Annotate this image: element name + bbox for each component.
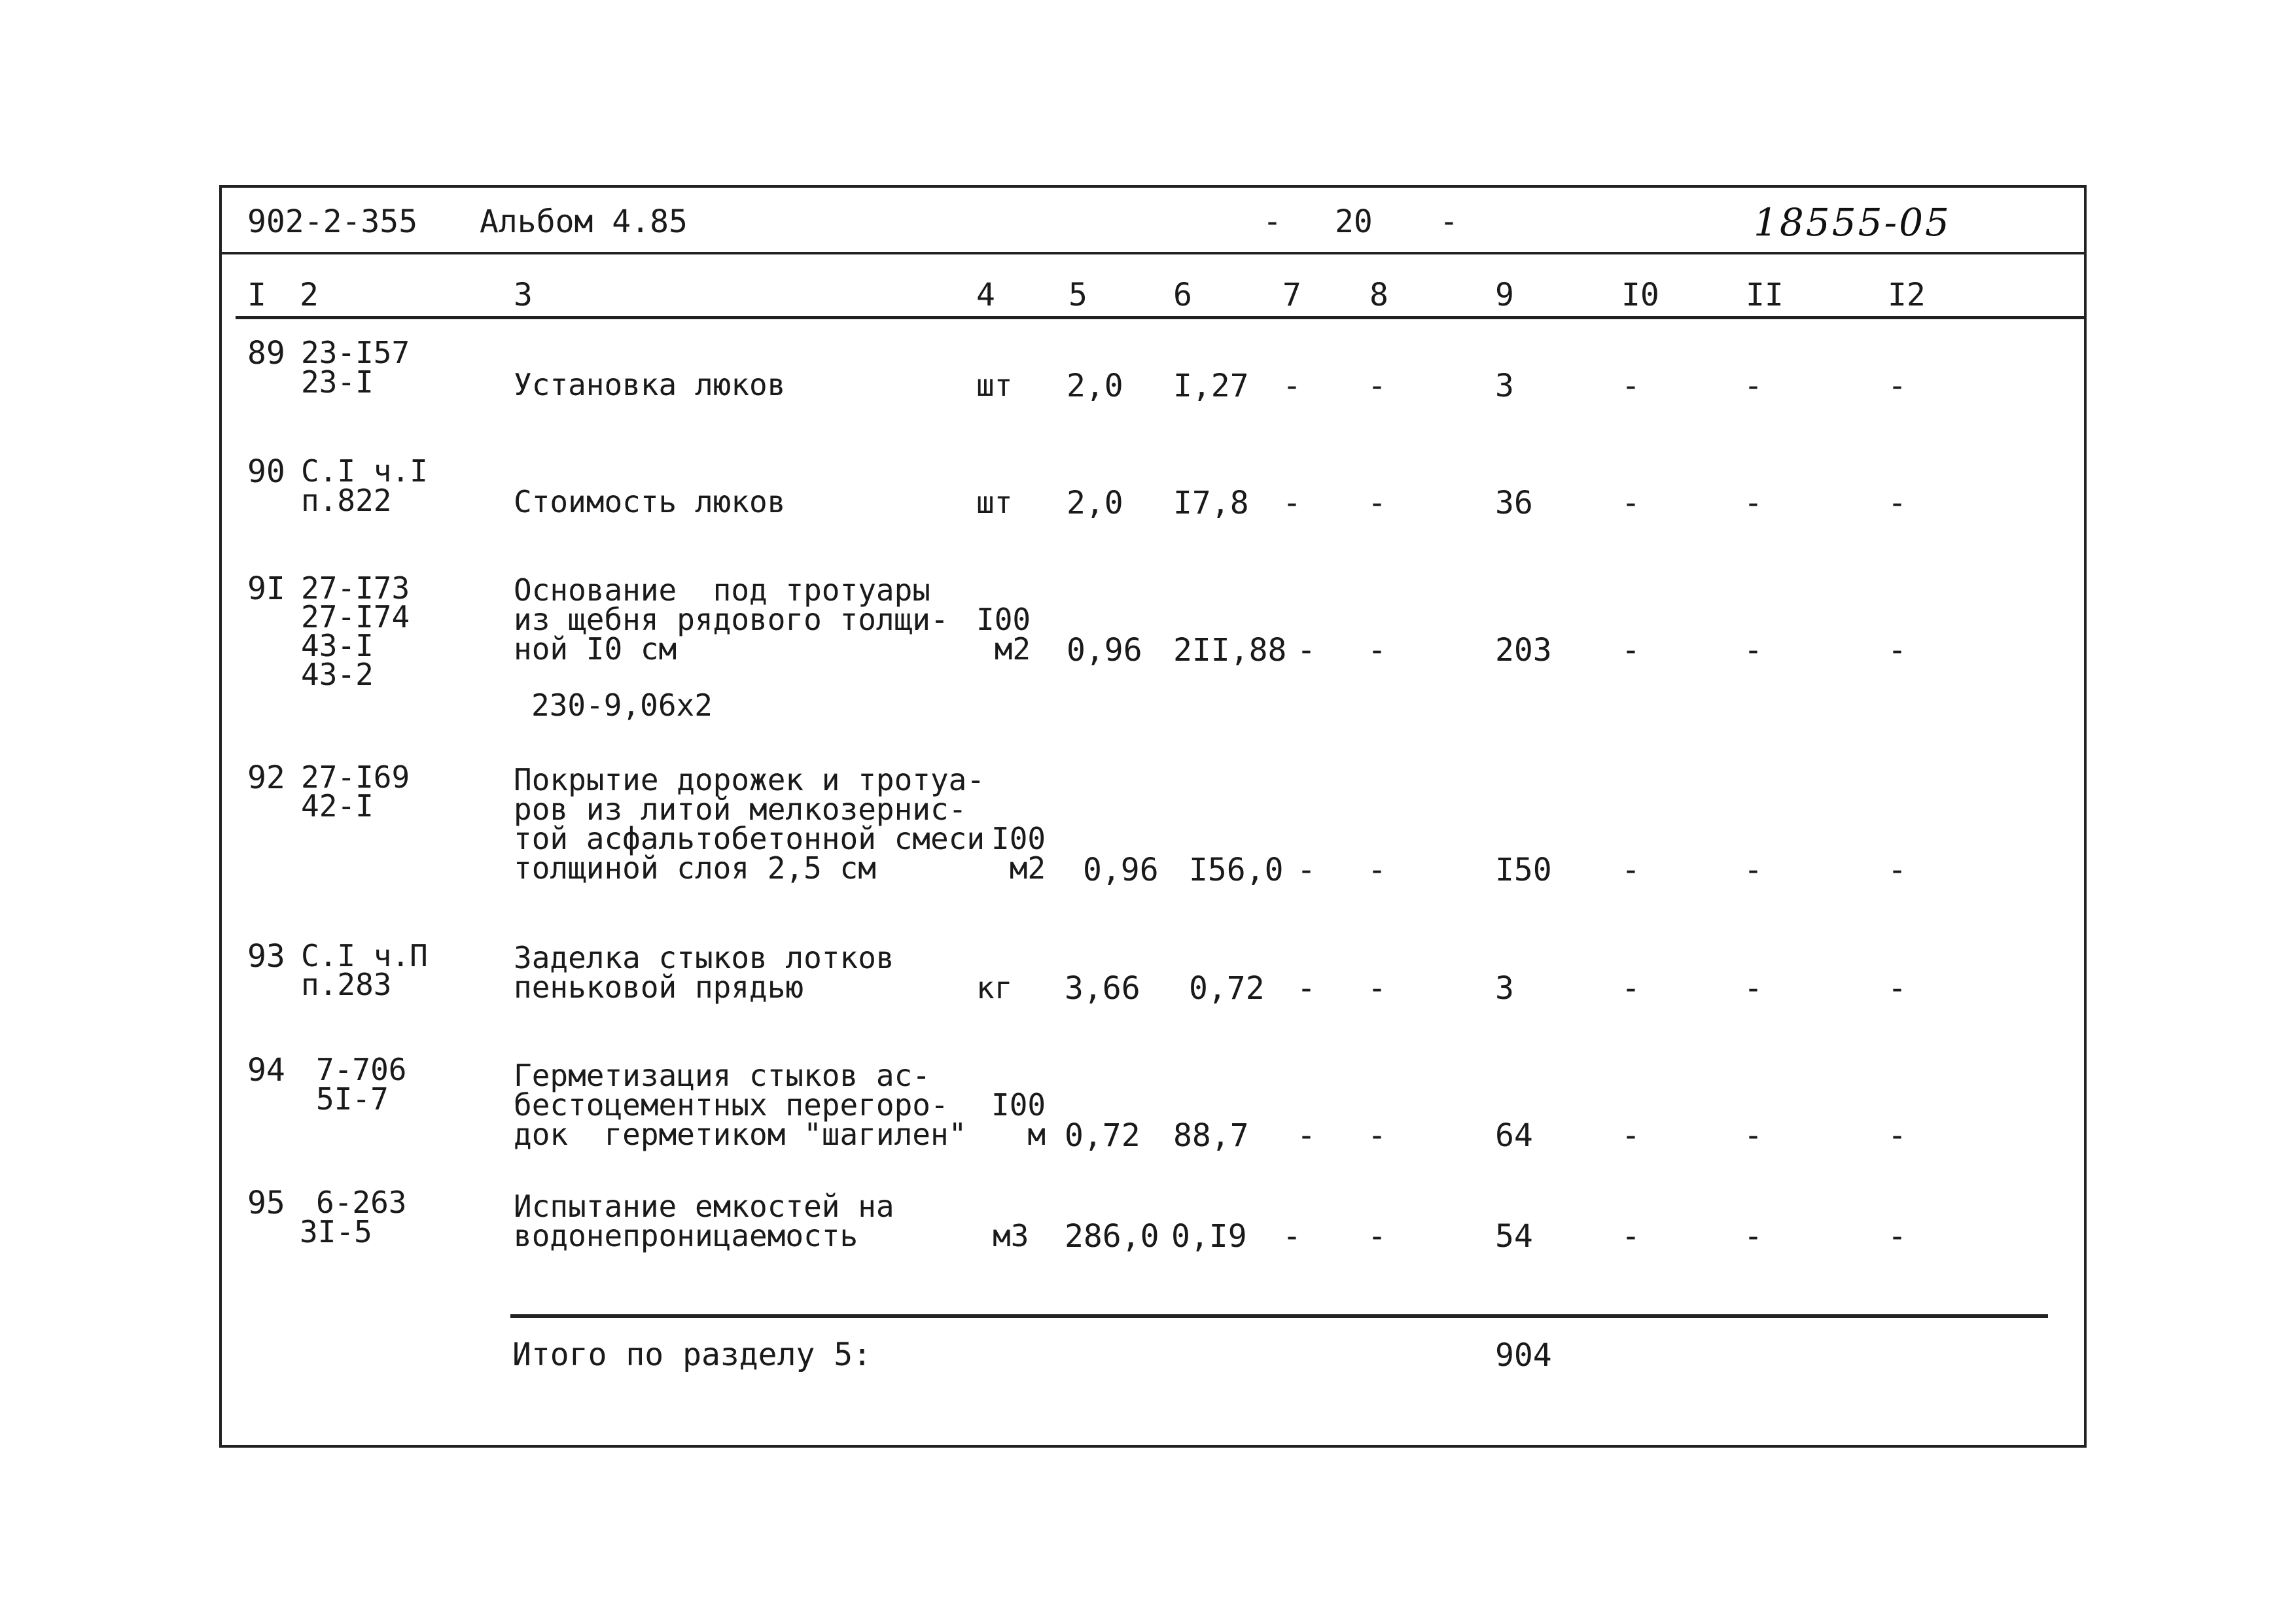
col-header-9: 9 (1495, 277, 1514, 313)
row-code: 23-I57 (301, 335, 410, 370)
row-number: 9I (247, 570, 285, 607)
row-price: 0,I9 (1171, 1218, 1247, 1255)
row-col9: 64 (1495, 1117, 1533, 1154)
row-code: 3I-5 (300, 1214, 372, 1249)
row-col7: - (1282, 1218, 1301, 1255)
row-col9: 3 (1495, 368, 1514, 404)
document-code: 902-2-355 (247, 203, 418, 240)
row-number: 94 (247, 1052, 285, 1089)
row-code: п.822 (301, 483, 392, 518)
row-price: I7,8 (1173, 485, 1249, 521)
row-col9: 36 (1495, 485, 1533, 521)
col-header-11: II (1746, 277, 1784, 313)
col-header-1: I (247, 277, 266, 313)
row-col12: - (1888, 852, 1907, 888)
row-col11: - (1744, 970, 1763, 1007)
row-price: 0,72 (1189, 970, 1265, 1007)
row-description: Заделка стыков лотков пеньковой прядью (514, 940, 894, 1005)
row-code: 27-I69 (301, 759, 410, 795)
row-col11: - (1744, 1218, 1763, 1255)
row-col12: - (1888, 1218, 1907, 1255)
row-col12: - (1888, 632, 1907, 669)
row-col7: - (1297, 632, 1316, 669)
row-code: 5I-7 (316, 1081, 389, 1117)
row-code: 42-I (301, 788, 374, 824)
row-price: I,27 (1173, 368, 1249, 404)
row-col12: - (1888, 970, 1907, 1007)
col-header-8: 8 (1369, 277, 1388, 313)
row-col8: - (1368, 485, 1386, 521)
row-col9: 203 (1495, 632, 1552, 669)
row-number: 93 (247, 938, 285, 975)
row-col8: - (1368, 1117, 1386, 1154)
row-col7: - (1282, 485, 1301, 521)
row-price: I56,0 (1189, 852, 1284, 888)
row-description: Герметизация стыков ас- бестоцементных перегоро- док герметиком "шагилен" (514, 1058, 967, 1152)
col-header-2: 2 (300, 277, 319, 313)
row-quantity: 0,96 (1067, 632, 1142, 669)
page-number: 20 (1335, 203, 1373, 240)
row-col7: - (1297, 852, 1316, 888)
row-code: п.283 (301, 967, 392, 1002)
row-code: 43-I (301, 628, 374, 663)
row-code: С.I ч.П (301, 938, 428, 973)
row-unit: I00 м (991, 1087, 1046, 1152)
row-col8: - (1368, 368, 1386, 404)
row-quantity: 0,96 (1083, 852, 1159, 888)
row-col9: 54 (1495, 1218, 1533, 1255)
row-col11: - (1744, 852, 1763, 888)
row-unit: шт (976, 368, 1013, 403)
row-col10: - (1621, 368, 1640, 404)
row-col10: - (1621, 1218, 1640, 1255)
row-unit: шт (976, 485, 1013, 520)
page-dash-right: - (1439, 203, 1458, 240)
row-code: 6-263 (316, 1185, 407, 1220)
row-col9: I50 (1495, 852, 1552, 888)
row-description: Стоимость люков (514, 484, 786, 519)
row-number: 90 (247, 453, 285, 490)
row-col10: - (1621, 485, 1640, 521)
column-header-divider (236, 316, 2084, 319)
row-price: 2II,88 (1173, 632, 1287, 669)
col-header-6: 6 (1173, 277, 1192, 313)
row-code: С.I ч.I (301, 453, 428, 489)
row-price: 88,7 (1173, 1117, 1249, 1154)
row-quantity: 2,0 (1067, 485, 1123, 521)
row-col11: - (1744, 485, 1763, 521)
row-quantity: 286,0 (1065, 1218, 1159, 1255)
row-col10: - (1621, 970, 1640, 1007)
row-number: 95 (247, 1185, 285, 1221)
row-col8: - (1368, 852, 1386, 888)
row-col11: - (1744, 632, 1763, 669)
row-quantity: 3,66 (1065, 970, 1140, 1007)
row-col8: - (1368, 632, 1386, 669)
total-divider (510, 1314, 2048, 1318)
row-description: Основание под тротуары из щебня рядового толщи- ной I0 см (514, 572, 949, 667)
col-header-4: 4 (976, 277, 995, 313)
row-col9: 3 (1495, 970, 1514, 1007)
row-col7: - (1282, 368, 1301, 404)
row-col7: - (1297, 1117, 1316, 1154)
row-description: Установка люков (514, 367, 786, 402)
row-number: 92 (247, 759, 285, 796)
document-frame (219, 185, 2087, 1448)
row-unit: кг (976, 970, 1013, 1005)
row-description: Покрытие дорожек и тротуа- ров из литой мелкозернис- той асфальтобетонной смеси толщиной слоя 2,5 см (514, 762, 985, 886)
row-col10: - (1621, 1117, 1640, 1154)
col-header-7: 7 (1282, 277, 1301, 313)
row-col12: - (1888, 368, 1907, 404)
row-note: 230-9,06х2 (531, 688, 713, 723)
col-header-12: I2 (1888, 277, 1926, 313)
row-code: 27-I73 (301, 570, 410, 606)
row-col8: - (1368, 1218, 1386, 1255)
col-header-3: 3 (514, 277, 533, 313)
total-label: Итого по разделу 5: (512, 1336, 872, 1373)
handwritten-number: 18555-05 (1754, 200, 1951, 245)
row-col8: - (1368, 970, 1386, 1007)
row-col7: - (1297, 970, 1316, 1007)
album-label: Альбом 4.85 (480, 203, 688, 240)
col-header-10: I0 (1621, 277, 1659, 313)
row-code: 43-2 (301, 657, 374, 692)
row-col11: - (1744, 368, 1763, 404)
row-col12: - (1888, 1117, 1907, 1154)
row-unit: I00 м2 (991, 821, 1046, 886)
row-unit: м3 (993, 1218, 1029, 1253)
row-col11: - (1744, 1117, 1763, 1154)
row-description: Испытание емкостей на водонепроницаемость (514, 1189, 894, 1253)
row-number: 89 (247, 335, 285, 372)
row-unit: I00 м2 (976, 602, 1031, 667)
total-value: 904 (1495, 1337, 1552, 1374)
row-code: 27-I74 (301, 599, 410, 635)
row-quantity: 0,72 (1065, 1117, 1140, 1154)
row-code: 23-I (301, 364, 374, 400)
row-col12: - (1888, 485, 1907, 521)
page-dash-left: - (1263, 203, 1282, 240)
row-code: 7-706 (316, 1052, 407, 1087)
col-header-5: 5 (1069, 277, 1087, 313)
header-divider (219, 252, 2084, 254)
row-quantity: 2,0 (1067, 368, 1123, 404)
row-col10: - (1621, 852, 1640, 888)
row-col10: - (1621, 632, 1640, 669)
